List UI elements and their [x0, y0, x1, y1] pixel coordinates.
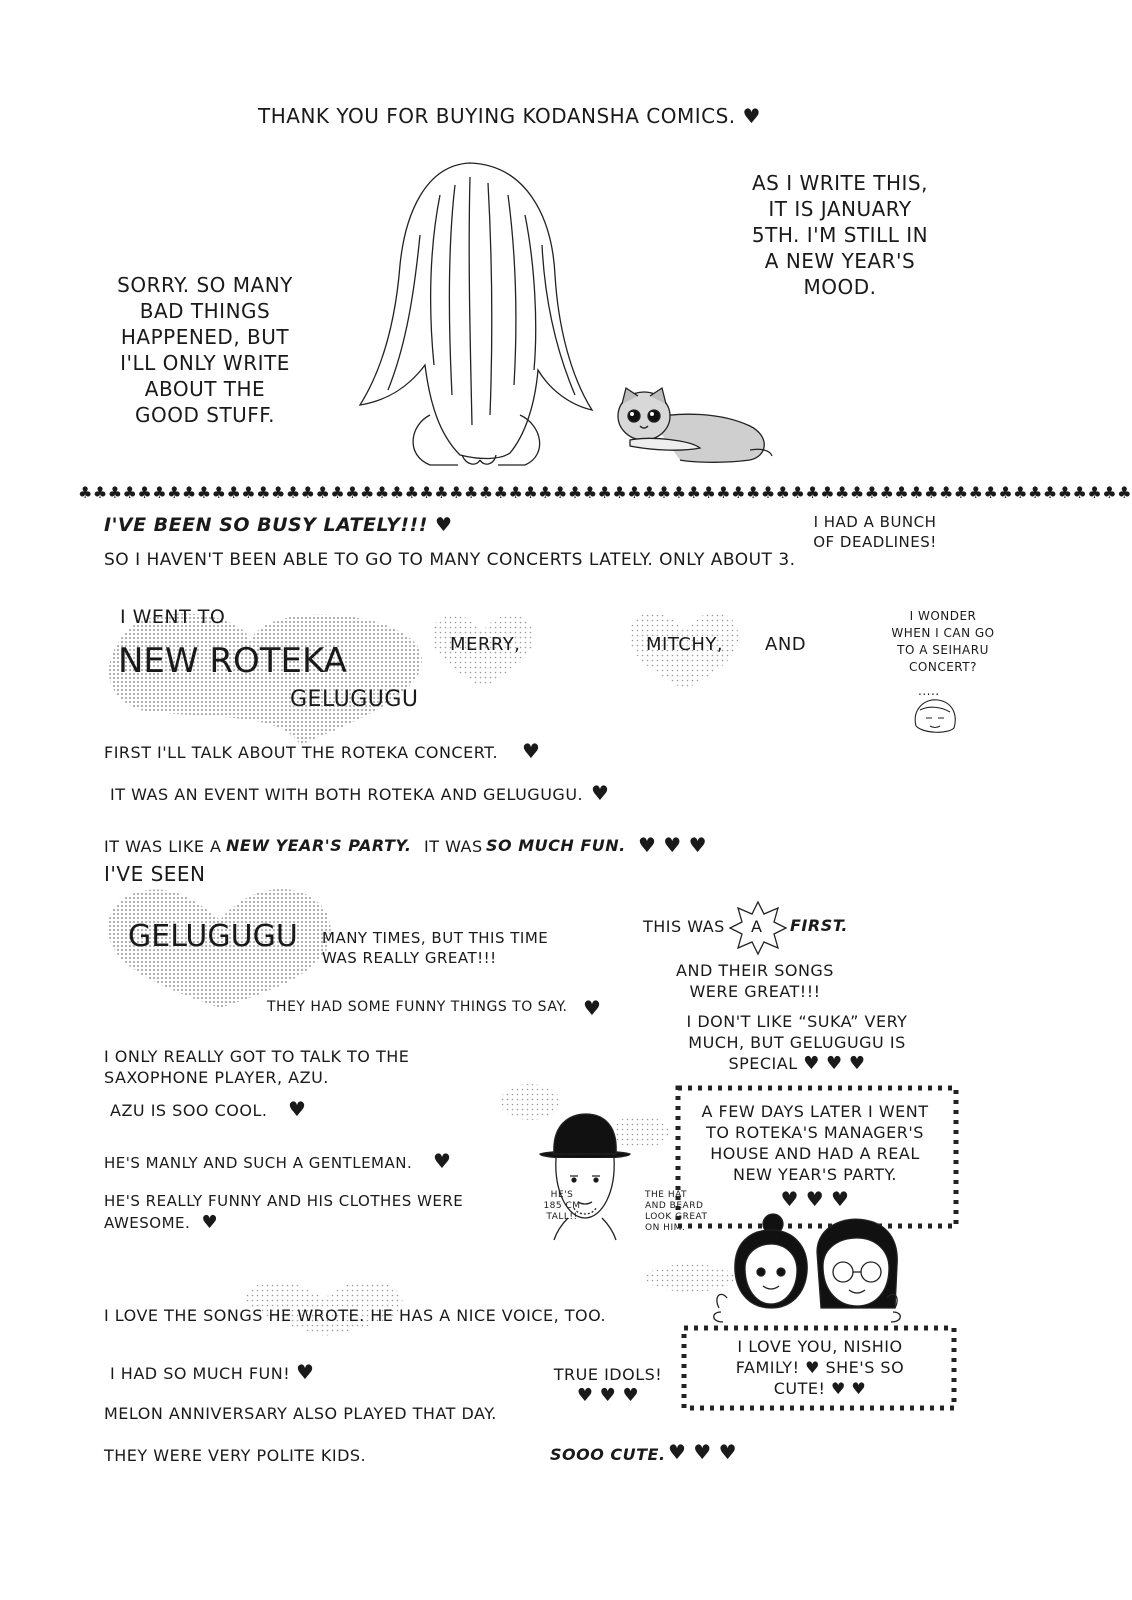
party-line: TO ROTEKA'S MANAGER'S — [706, 1123, 924, 1142]
party-line: NEW YEAR'S PARTY. — [733, 1165, 897, 1184]
suka-line — [672, 1053, 922, 1074]
love-songs-line: I LOVE THE SONGS HE WROTE. HE HAS A NICE VOICE, TOO. — [104, 1306, 607, 1325]
hearts-icon: ♥ ♥ ♥ — [803, 1053, 866, 1074]
mitchy-label: MITCHY, — [646, 634, 724, 655]
songs-great-text — [670, 960, 840, 1002]
hearts-icon: ♥ ♥ ♥ — [780, 1187, 850, 1211]
intro-right-line: AS I WRITE THIS, — [752, 171, 928, 195]
intro-right-line: 5TH. I'M STILL IN — [751, 223, 929, 247]
this-was-label: THIS WAS — [643, 917, 725, 936]
cat-illustration — [610, 378, 780, 468]
intro-right-text — [720, 170, 960, 300]
wonder-dots: ..... — [918, 684, 940, 698]
so-much-fun-line: I HAD SO MUCH FUN! — [110, 1364, 291, 1383]
hearts-icon: ♥ ♥ ♥ — [576, 1385, 640, 1406]
azu-cool-line: AZU IS SOO COOL. — [110, 1101, 268, 1120]
talk-line: SAXOPHONE PLAYER, AZU. — [104, 1068, 329, 1087]
band-gelugugu-small: GELUGUGU — [290, 687, 419, 712]
intro-left-line: ABOUT THE — [144, 377, 266, 401]
party-line: A FEW DAYS LATER I WENT — [701, 1102, 929, 1121]
party-line: HOUSE AND HAD A REAL — [710, 1144, 920, 1163]
a-label: A — [751, 917, 763, 936]
intro-left-line: BAD THINGS — [139, 299, 271, 323]
merry-label: MERRY, — [450, 634, 521, 655]
many-times-text — [322, 928, 548, 968]
wonder-line: CONCERT? — [909, 660, 977, 674]
polite-line: THEY WERE VERY POLITE KIDS. — [104, 1446, 367, 1465]
suka-line: MUCH, BUT GELUGUGU IS — [688, 1033, 906, 1052]
nishio-line: FAMILY! ♥ SHE'S SO — [735, 1358, 905, 1377]
gelugugu-big-name: GELUGUGU — [128, 919, 298, 954]
intro-right-line: MOOD. — [803, 275, 877, 299]
funny-clothes-line: HE'S REALLY FUNNY AND HIS CLOTHES WERE — [104, 1192, 464, 1210]
nishio-family-portrait — [705, 1212, 905, 1332]
chibi-author-face — [910, 696, 960, 736]
heart-icon: ♥ — [433, 1149, 452, 1173]
heart-icon: ♥ — [288, 1097, 307, 1121]
girl-illustration — [330, 155, 620, 475]
wonder-note — [888, 608, 998, 676]
heart-icon: ♥ — [201, 1212, 219, 1233]
many-times-line: WAS REALLY GREAT!!! — [322, 949, 497, 967]
roteka-line-2: IT WAS AN EVENT WITH BOTH ROTEKA AND GELUGUGU. — [110, 785, 584, 804]
wonder-line: WHEN I CAN GO — [891, 626, 995, 640]
heart-icon: ♥ — [522, 739, 541, 763]
awesome-word: AWESOME. — [104, 1214, 191, 1232]
tall-note — [536, 1190, 588, 1223]
nishio-text — [700, 1336, 940, 1399]
hat-line: ON HIM. — [645, 1223, 686, 1233]
melon-line: MELON ANNIVERSARY ALSO PLAYED THAT DAY. — [104, 1404, 497, 1423]
manly-line: HE'S MANLY AND SUCH A GENTLEMAN. — [104, 1154, 413, 1172]
heart-icon: ♥ — [296, 1360, 315, 1384]
intro-left-line: HAPPENED, BUT — [120, 325, 290, 349]
roteka-line-3a: IT WAS LIKE A — [104, 837, 222, 856]
heart-icon: ♥ — [591, 781, 610, 805]
intro-left-text — [100, 272, 310, 428]
true-idols-line: TRUE IDOLS! — [553, 1365, 663, 1384]
many-times-line: MANY TIMES, BUT THIS TIME — [322, 929, 549, 947]
suka-text — [672, 1011, 922, 1074]
thanks-header: THANK YOU FOR BUYING KODANSHA COMICS. ♥ — [258, 104, 761, 128]
and-label: AND — [765, 634, 807, 655]
hat-line: LOOK GREAT — [645, 1212, 708, 1222]
songs-great-line: AND THEIR SONGS — [676, 961, 834, 980]
busy-heading: I'VE BEEN SO BUSY LATELY!!! ♥ — [104, 514, 453, 536]
funny-clothes-text — [104, 1190, 463, 1234]
intro-left-line: GOOD STUFF. — [135, 403, 275, 427]
went-to-label: I WENT TO — [120, 606, 226, 628]
roteka-line-3b: NEW YEAR'S PARTY. — [226, 836, 412, 855]
roteka-line-3d: SO MUCH FUN. — [486, 836, 626, 855]
hearts-icon: ♥ ♥ ♥ — [638, 833, 708, 857]
wonder-line: TO A SEIHARU — [897, 643, 989, 657]
tall-line: 185 CM — [543, 1201, 581, 1211]
seen-label: I'VE SEEN — [104, 862, 206, 886]
deadlines-line: I HAD A BUNCH — [813, 513, 937, 531]
deadlines-line: OF DEADLINES! — [813, 533, 937, 551]
talk-line: I ONLY REALLY GOT TO TALK TO THE — [104, 1047, 410, 1066]
deadlines-note — [800, 512, 950, 552]
suka-special: SPECIAL — [728, 1054, 798, 1073]
wonder-line: I WONDER — [909, 609, 977, 623]
talk-to-azu-text — [104, 1046, 409, 1088]
first-label: FIRST. — [790, 916, 848, 935]
concerts-line: SO I HAVEN'T BEEN ABLE TO GO TO MANY CONCERTS LATELY. ONLY ABOUT 3. — [104, 550, 796, 570]
club-divider: ♣♣♣♣♣♣♣♣♣♣♣♣♣♣♣♣♣♣♣♣♣♣♣♣♣♣♣♣♣♣♣♣♣♣♣♣♣♣♣♣♣♣♣♣♣♣♣♣♣♣♣♣♣♣♣♣♣♣♣♣♣♣♣♣♣♣♣♣♣♣♣ — [78, 483, 1132, 502]
funny-clothes-line — [104, 1212, 463, 1234]
heart-icon: ♥ — [583, 996, 602, 1020]
intro-left-line: SORRY. SO MANY — [117, 273, 293, 297]
tall-line: TALL!! — [546, 1212, 578, 1222]
hearts-icon: ♥ ♥ ♥ — [668, 1440, 738, 1464]
intro-right-line: A NEW YEAR'S — [764, 249, 916, 273]
intro-right-line: IT IS JANUARY — [768, 197, 912, 221]
party-text — [690, 1101, 940, 1210]
roteka-line-1: FIRST I'LL TALK ABOUT THE ROTEKA CONCERT. — [104, 743, 499, 762]
suka-line: I DON'T LIKE “SUKA” VERY — [686, 1012, 908, 1031]
roteka-line-3c: IT WAS — [424, 837, 483, 856]
nishio-line: CUTE! ♥ ♥ — [773, 1379, 867, 1398]
tall-line: HE'S — [550, 1190, 574, 1200]
intro-left-line: I'LL ONLY WRITE — [120, 351, 290, 375]
band-new-roteka: NEW ROTEKA — [118, 641, 347, 681]
nishio-line: I LOVE YOU, NISHIO — [737, 1337, 903, 1356]
songs-great-line: WERE GREAT!!! — [689, 982, 821, 1001]
hat-line: THE HAT — [645, 1190, 688, 1200]
hat-line: AND BEARD — [645, 1201, 704, 1211]
funny-things-line: THEY HAD SOME FUNNY THINGS TO SAY. — [267, 999, 568, 1015]
sooo-cute-line: SOOO CUTE. — [550, 1445, 666, 1464]
true-idols-text — [548, 1364, 668, 1406]
